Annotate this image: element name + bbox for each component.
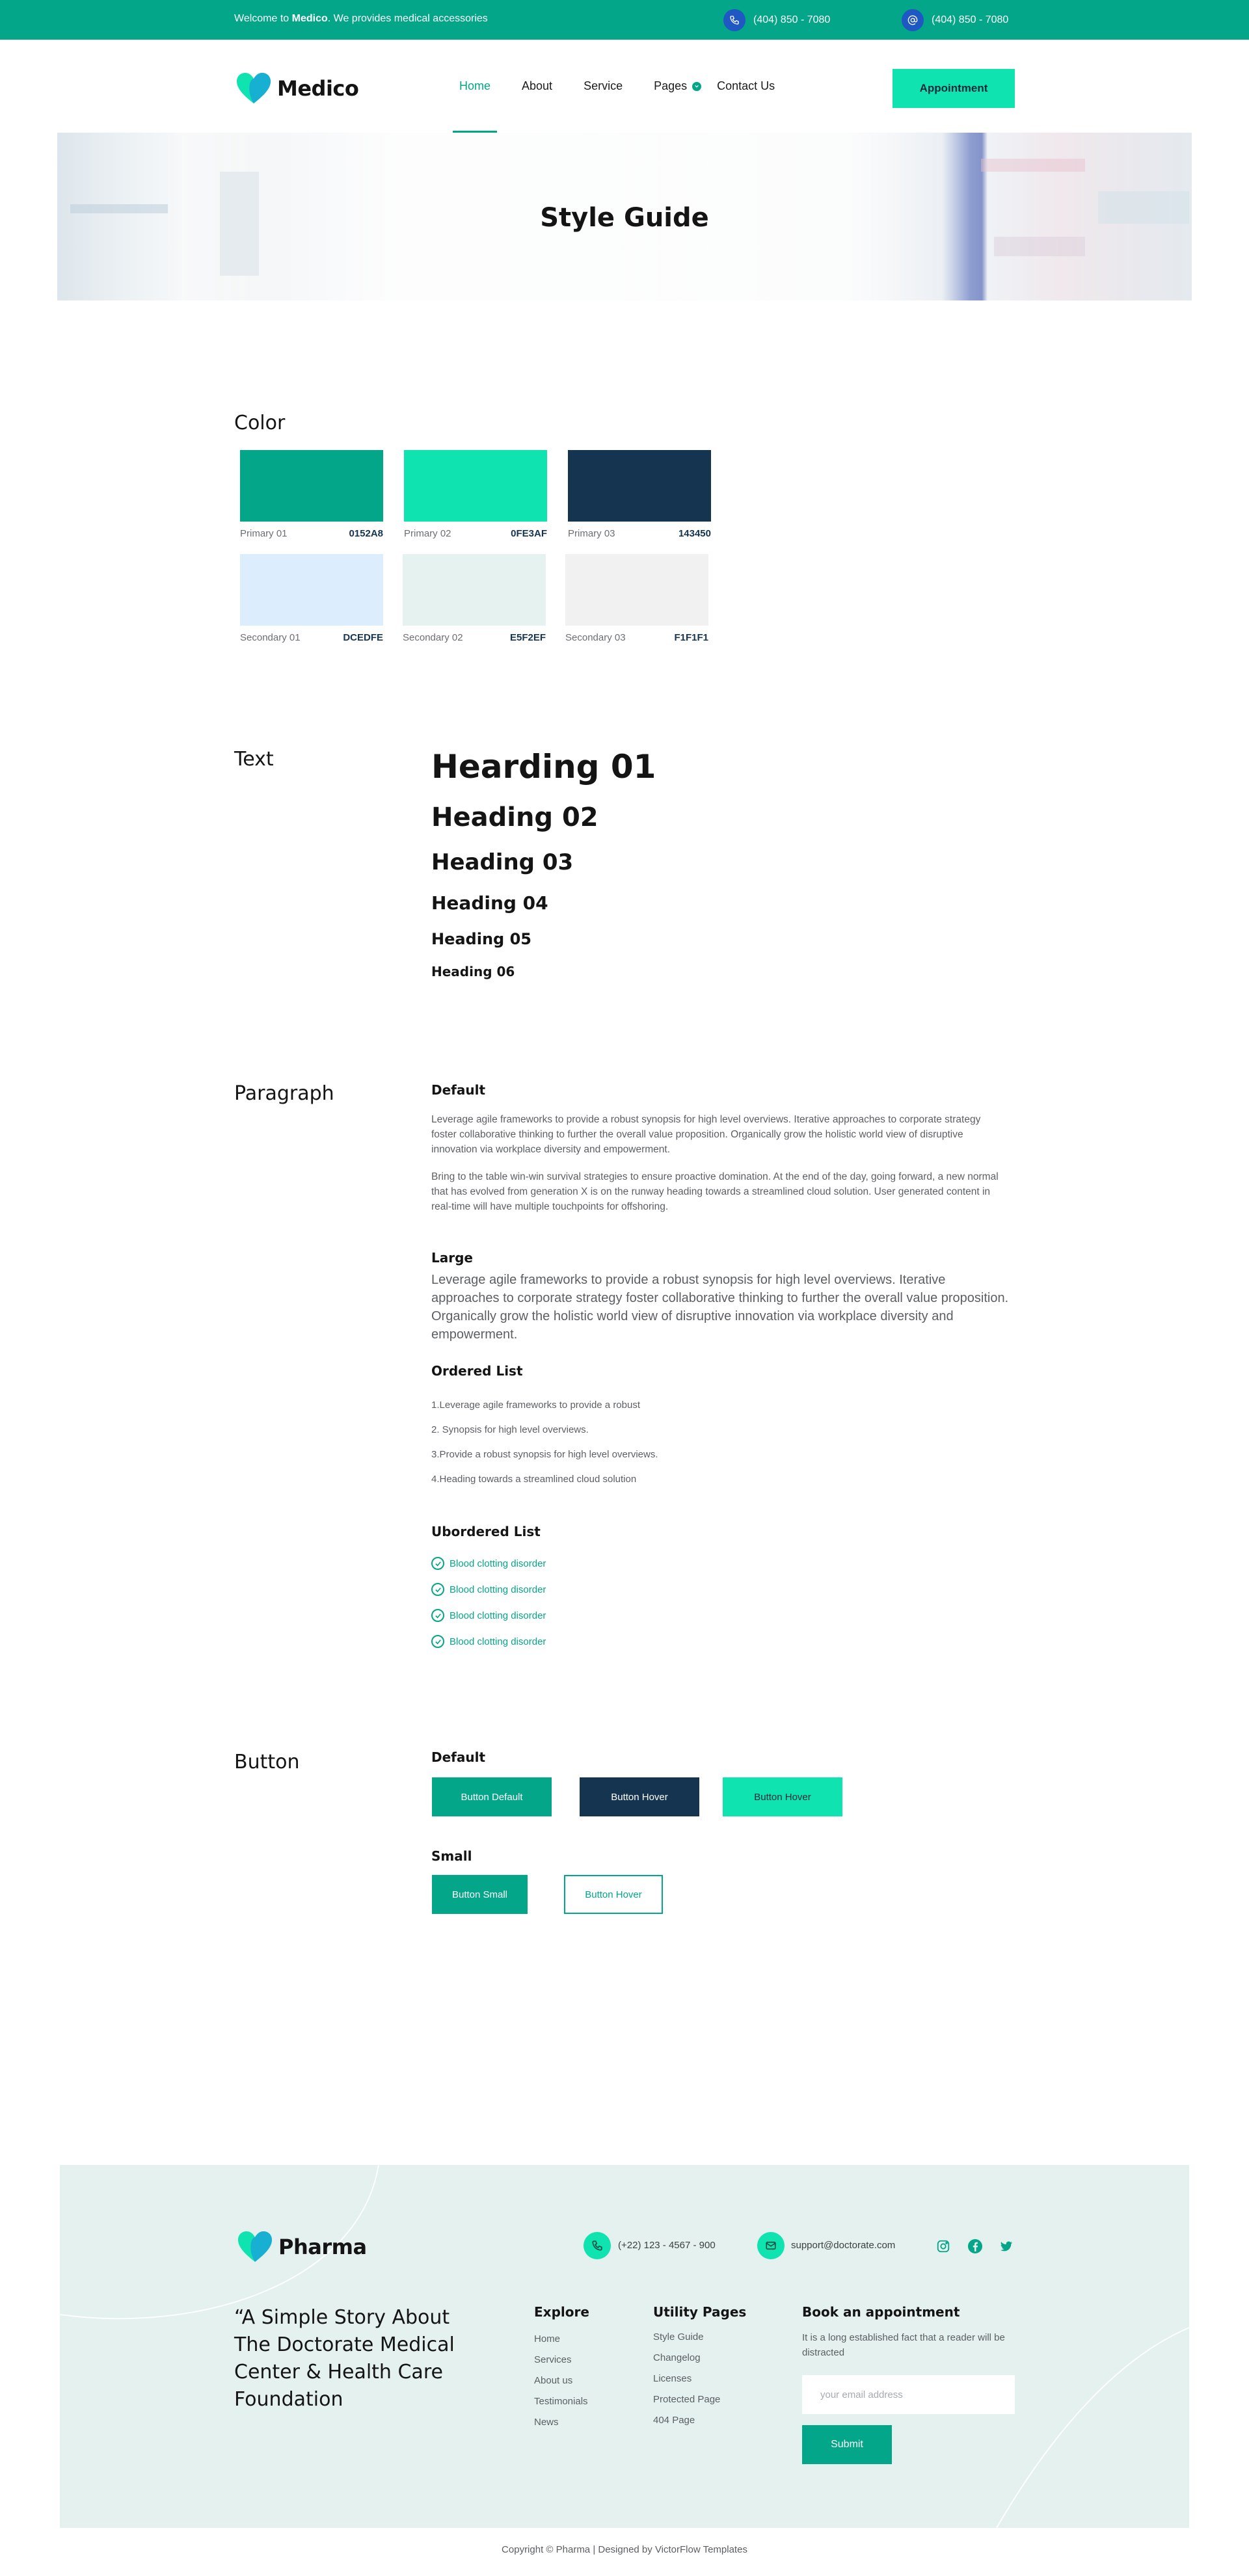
swatch-color: [240, 450, 383, 522]
appointment-button[interactable]: Appointment: [893, 69, 1015, 108]
hero-banner: [57, 133, 1192, 300]
paragraph-default-2: Bring to the table win-win survival strategies to ensure proactive domination. At the end of the day, going forward, a new normal that has evolved from generation X is on the runway heading towards a streamlined cloud solution. User generated content in real-time will have multiple touchpoints for offshoring.: [431, 1171, 999, 1212]
check-circle-icon: [431, 1635, 444, 1648]
topbar-phone-2[interactable]: (404) 850 - 7080: [902, 9, 1008, 31]
swatch-color: [565, 554, 708, 626]
button-default-label: Default: [431, 1749, 486, 1765]
mail-icon: [757, 2232, 785, 2259]
footer-explore-title: Explore: [534, 2304, 589, 2320]
swatch-secondary-01: Secondary 01 DCEDFE: [240, 554, 383, 643]
footer-link-about-us[interactable]: About us: [534, 2375, 573, 2386]
footer-utility-title: Utility Pages: [653, 2304, 747, 2320]
footer-link-protected-page[interactable]: Protected Page: [653, 2394, 721, 2405]
paragraph-large-label: Large: [431, 1250, 473, 1266]
button-default[interactable]: Button Default: [432, 1777, 552, 1816]
welcome-text: Welcome to Medico. We provides medical accessories: [234, 13, 488, 24]
list-item: 3.Provide a robust synopsis for high level overviews.: [431, 1449, 658, 1460]
heading-01: Hearding 01: [431, 748, 656, 786]
list-item: Blood clotting disorder: [431, 1609, 546, 1622]
ordered-list-label: Ordered List: [431, 1363, 523, 1379]
section-title-paragraph: Paragraph: [234, 1082, 334, 1105]
list-item: Blood clotting disorder: [431, 1557, 546, 1570]
heart-logo-icon: [237, 2231, 273, 2263]
nav-home[interactable]: Home: [459, 40, 490, 133]
page-title: Style Guide: [540, 203, 709, 233]
heading-06: Heading 06: [431, 964, 515, 979]
section-title-color: Color: [234, 412, 286, 434]
swatch-primary-01: Primary 01 0152A8: [240, 450, 383, 539]
footer-link-style-guide[interactable]: Style Guide: [653, 2331, 704, 2343]
at-sign-icon: [902, 9, 924, 31]
section-title-button: Button: [234, 1751, 300, 1773]
list-item: 1.Leverage agile frameworks to provide a robust: [431, 1400, 641, 1411]
email-input[interactable]: [802, 2375, 1015, 2414]
swatch-secondary-03: Secondary 03 F1F1F1: [565, 554, 708, 643]
footer-link-licenses[interactable]: Licenses: [653, 2373, 692, 2384]
button-small-label: Small: [431, 1848, 472, 1864]
list-item: Blood clotting disorder: [431, 1583, 546, 1596]
footer-phone[interactable]: (+22) 123 - 4567 - 900: [618, 2240, 716, 2251]
submit-button[interactable]: Submit: [802, 2425, 892, 2464]
heading-05: Heading 05: [431, 930, 531, 948]
paragraph-default-1: Leverage agile frameworks to provide a robust synopsis for high level overviews. Iterative approaches to corporate strategy foster collaborative thinking to further the overall value proposition. Organically grow the holistic world view of disruptive innovation via workplace diversity and empowerment.: [431, 1114, 981, 1155]
swatch-color: [240, 554, 383, 626]
unordered-list-label: Ubordered List: [431, 1524, 541, 1539]
swatch-color: [568, 450, 711, 522]
list-item: Blood clotting disorder: [431, 1635, 546, 1648]
footer-link-news[interactable]: News: [534, 2417, 559, 2428]
phone-icon: [723, 9, 745, 31]
nav-service[interactable]: Service: [584, 79, 623, 92]
site-header: [0, 40, 1249, 133]
swatch-secondary-02: Secondary 02 E5F2EF: [403, 554, 546, 643]
button-small-hover[interactable]: Button Hover: [564, 1875, 663, 1914]
site-logo[interactable]: Medico: [235, 72, 358, 105]
footer-link-changelog[interactable]: Changelog: [653, 2352, 701, 2363]
nav-pages[interactable]: Pages: [654, 40, 701, 133]
decorative-curves: [60, 2165, 1189, 2528]
footer-book-text: It is a long established fact that a reader will be distracted: [802, 2332, 1005, 2358]
facebook-icon[interactable]: [967, 2238, 983, 2254]
button-small[interactable]: Button Small: [432, 1875, 528, 1914]
footer-email[interactable]: support@doctorate.com: [791, 2240, 896, 2251]
list-item: 2. Synopsis for high level overviews.: [431, 1424, 589, 1435]
heart-logo-icon: [235, 72, 272, 105]
phone-icon: [584, 2232, 611, 2259]
copyright-text: Copyright © Pharma | Designed by VictorFlow Templates: [502, 2544, 747, 2555]
button-hover-dark[interactable]: Button Hover: [580, 1777, 699, 1816]
footer-quote: “A Simple Story About The Doctorate Medical Center & Health Care Foundation: [234, 2306, 455, 2411]
main-nav: [459, 40, 806, 133]
twitter-icon[interactable]: [999, 2238, 1014, 2254]
footer-link-404-page[interactable]: 404 Page: [653, 2415, 695, 2426]
list-item: 4.Heading towards a streamlined cloud solution: [431, 1474, 637, 1485]
paragraph-default-label: Default: [431, 1082, 486, 1098]
nav-about[interactable]: About: [522, 79, 553, 92]
swatch-primary-03: Primary 03 143450: [568, 450, 711, 539]
footer-logo[interactable]: Pharma: [237, 2231, 367, 2263]
footer-link-testimonials[interactable]: Testimonials: [534, 2396, 588, 2407]
section-title-text: Text: [234, 748, 274, 771]
chevron-down-icon: [692, 82, 701, 91]
paragraph-large: Leverage agile frameworks to provide a robust synopsis for high level overviews. Iterative approaches to corporate strategy foster collaborative thinking to further the overall value proposition. Organically grow the holistic world view of disruptive innovation via workplace diversity and empowerment.: [431, 1273, 1009, 1342]
check-circle-icon: [431, 1609, 444, 1622]
heading-03: Heading 03: [431, 849, 574, 875]
button-hover-light[interactable]: Button Hover: [723, 1777, 842, 1816]
site-footer: [60, 2165, 1189, 2528]
heading-02: Heading 02: [431, 803, 598, 832]
swatch-primary-02: Primary 02 0FE3AF: [404, 450, 547, 539]
swatch-color: [403, 554, 546, 626]
nav-contact-us[interactable]: Contact Us: [717, 79, 775, 92]
topbar-phone[interactable]: (404) 850 - 7080: [723, 9, 830, 31]
footer-book-title: Book an appointment: [802, 2304, 960, 2320]
top-bar: [0, 0, 1249, 40]
check-circle-icon: [431, 1583, 444, 1596]
swatch-color: [404, 450, 547, 522]
footer-link-services[interactable]: Services: [534, 2354, 572, 2365]
footer-link-home[interactable]: Home: [534, 2333, 561, 2344]
instagram-icon[interactable]: [935, 2238, 951, 2254]
heading-04: Heading 04: [431, 892, 548, 914]
check-circle-icon: [431, 1557, 444, 1570]
